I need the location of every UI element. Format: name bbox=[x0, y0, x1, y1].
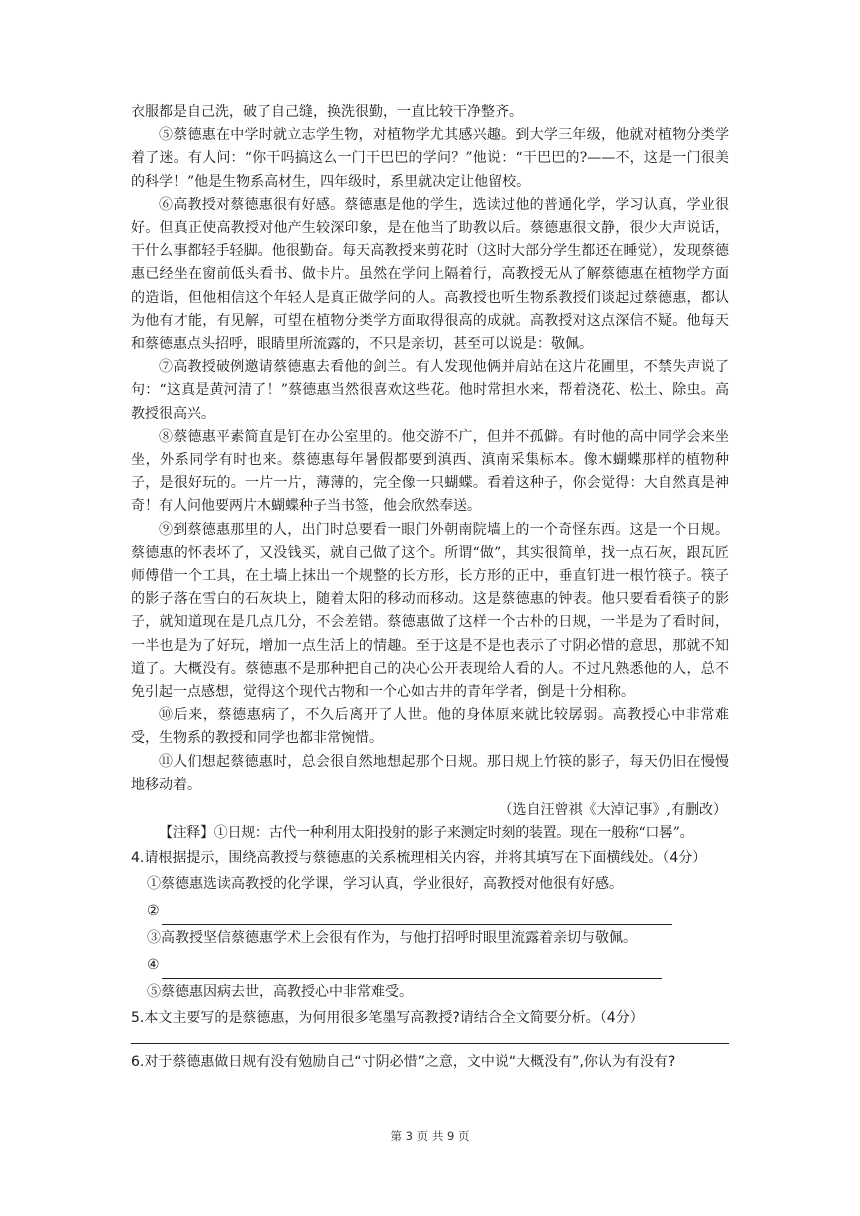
answer-item-3: ③高教授坚信蔡德惠学术上会很有作为，与他打招呼时眼里流露着亲切与敬佩。 bbox=[147, 929, 637, 946]
page-footer: 第 3 页 共 9 页 bbox=[390, 1129, 470, 1143]
source-citation: （选自汪曾祺《大淖记事》,有删改） bbox=[498, 802, 727, 819]
paragraph-7: ⑦高教授破例邀请蔡德惠去看他的剑兰。有人发现他俩并肩站在这片花圃里，不禁失声说了句：“这真是黄河清了！”蔡德惠当然很喜欢这些花。他时常担水来，帮着浇花、松土、除虫。高教授很高兴。 bbox=[131, 359, 729, 422]
paragraph-11: ⑪人们想起蔡德惠时，总会很自然地想起那个日规。那日规上竹筷的影子，每天仍旧在慢慢地移动着。 bbox=[131, 753, 729, 793]
answer-blank-4[interactable] bbox=[162, 961, 662, 979]
question-5: 5.本文主要写的是蔡德惠，为何用很多笔墨写高教授?请结合全文简要分析。（4分） bbox=[131, 1009, 644, 1026]
paragraph-5: ⑤蔡德惠在中学时就立志学生物，对植物学尤其感兴趣。到大学三年级，他就对植物分类学着了迷。有人问：“你干吗搞这么一门干巴巴的学问？”他说：“干巴巴的?——不，这是一门很美的科学！”他是生物系高材生，四年级时，系里就决定让他留校。 bbox=[131, 127, 729, 190]
answer-item-2: ② bbox=[131, 898, 729, 925]
question-4: 4.请根据提示，围绕高教授与蔡德惠的关系梳理相关内容，并将其填写在下面横线处。（4分） bbox=[131, 849, 707, 866]
answer-item-4: ④ bbox=[131, 952, 729, 979]
paragraph-9: ⑨到蔡德惠那里的人，出门时总要看一眼门外朝南院墙上的一个奇怪东西。这是一个日规。蔡德惠的怀表坏了，又没钱买，就自己做了这个。所谓“做”，其实很简单，找一点石灰，跟瓦匠师傅借一个工具，在土墙上抹出一个规整的长方形，长方形的正中，垂直钉进一根竹筷子。筷子的影子落在雪白的石灰块上，随着太阳的移动而移动。这是蔡德惠的钟表。他只要看看筷子的影子，就知道现在是几点几分，不会差错。蔡德惠做了这样一个古朴的日规，一半是为了看时间，一半也是为了好玩，增加一点生活上的情趣。至于这是不是也表示了寸阴必惜的意思，那就不知道了。大概没有。蔡德惠不是那种把自己的决心公开表现给人看的人。不过凡熟悉他的人，总不免引起一点感想，觉得这个现代古物和一个心如古井的青年学者，倒是十分相称。 bbox=[131, 521, 729, 701]
question-6: 6.对于蔡德惠做日规有没有勉励自己“寸阴必惜”之意，文中说“大概没有”,你认为有没有? bbox=[131, 1053, 676, 1070]
answer-item-1: ①蔡德惠选读高教授的化学课，学习认真，学业很好，高教授对他很有好感。 bbox=[147, 875, 623, 892]
answer-blank-2[interactable] bbox=[162, 907, 672, 925]
annotation-note: 【注释】①日规：古代一种利用太阳投射的影子来测定时刻的装置。现在一般称“口晷”。 bbox=[159, 825, 694, 842]
page-content bbox=[131, 101, 729, 1075]
paragraph-10: ⑩后来，蔡德惠病了，不久后离开了人世。他的身体原来就比较孱弱。高教授心中非常难受，生物系的教授和同学也都非常惋惜。 bbox=[131, 707, 729, 747]
answer-line-5[interactable] bbox=[131, 1031, 729, 1044]
answer-item-5: ⑤蔡德惠因病去世，高教授心中非常难受。 bbox=[147, 983, 413, 1000]
paragraph-6: ⑥高教授对蔡德惠很有好感。蔡德惠是他的学生，选读过他的普通化学，学习认真，学业很好。但真正使高教授对他产生较深印象，是在他当了助教以后。蔡德惠很文静，很少大声说话，干什么事都轻手轻脚。他很勤奋。每天高教授来剪花时（这时大部分学生都还在睡觉），发现蔡德惠已经坐在窗前低头看书、做卡片。虽然在学问上隔着行，高教授无从了解蔡德惠在植物学方面的造诣，但他相信这个年轻人是真正做学问的人。高教授也听生物系教授们谈起过蔡德惠，都认为他有才能，有见解，可望在植物分类学方面取得很高的成就。高教授对这点深信不疑。他每天和蔡德惠点头招呼，眼睛里所流露的，不只是亲切，甚至可以说是：敬佩。 bbox=[131, 196, 729, 353]
paragraph-8: ⑧蔡德惠平素简直是钉在办公室里的。他交游不广，但并不孤僻。有时他的高中同学会来坐坐，外系同学有时也来。蔡德惠每年暑假都要到滇西、滇南采集标本。像木蝴蝶那样的植物种子，是很好玩的。一片一片，薄薄的，完全像一只蝴蝶。看着这种子，你会觉得：大自然真是神奇！有人问他要两片木蝴蝶种子当书签，他会欣然奉送。 bbox=[131, 428, 729, 515]
paragraph-continued: 衣服都是自己洗，破了自己缝，换洗很勤，一直比较干净整齐。 bbox=[131, 104, 523, 120]
